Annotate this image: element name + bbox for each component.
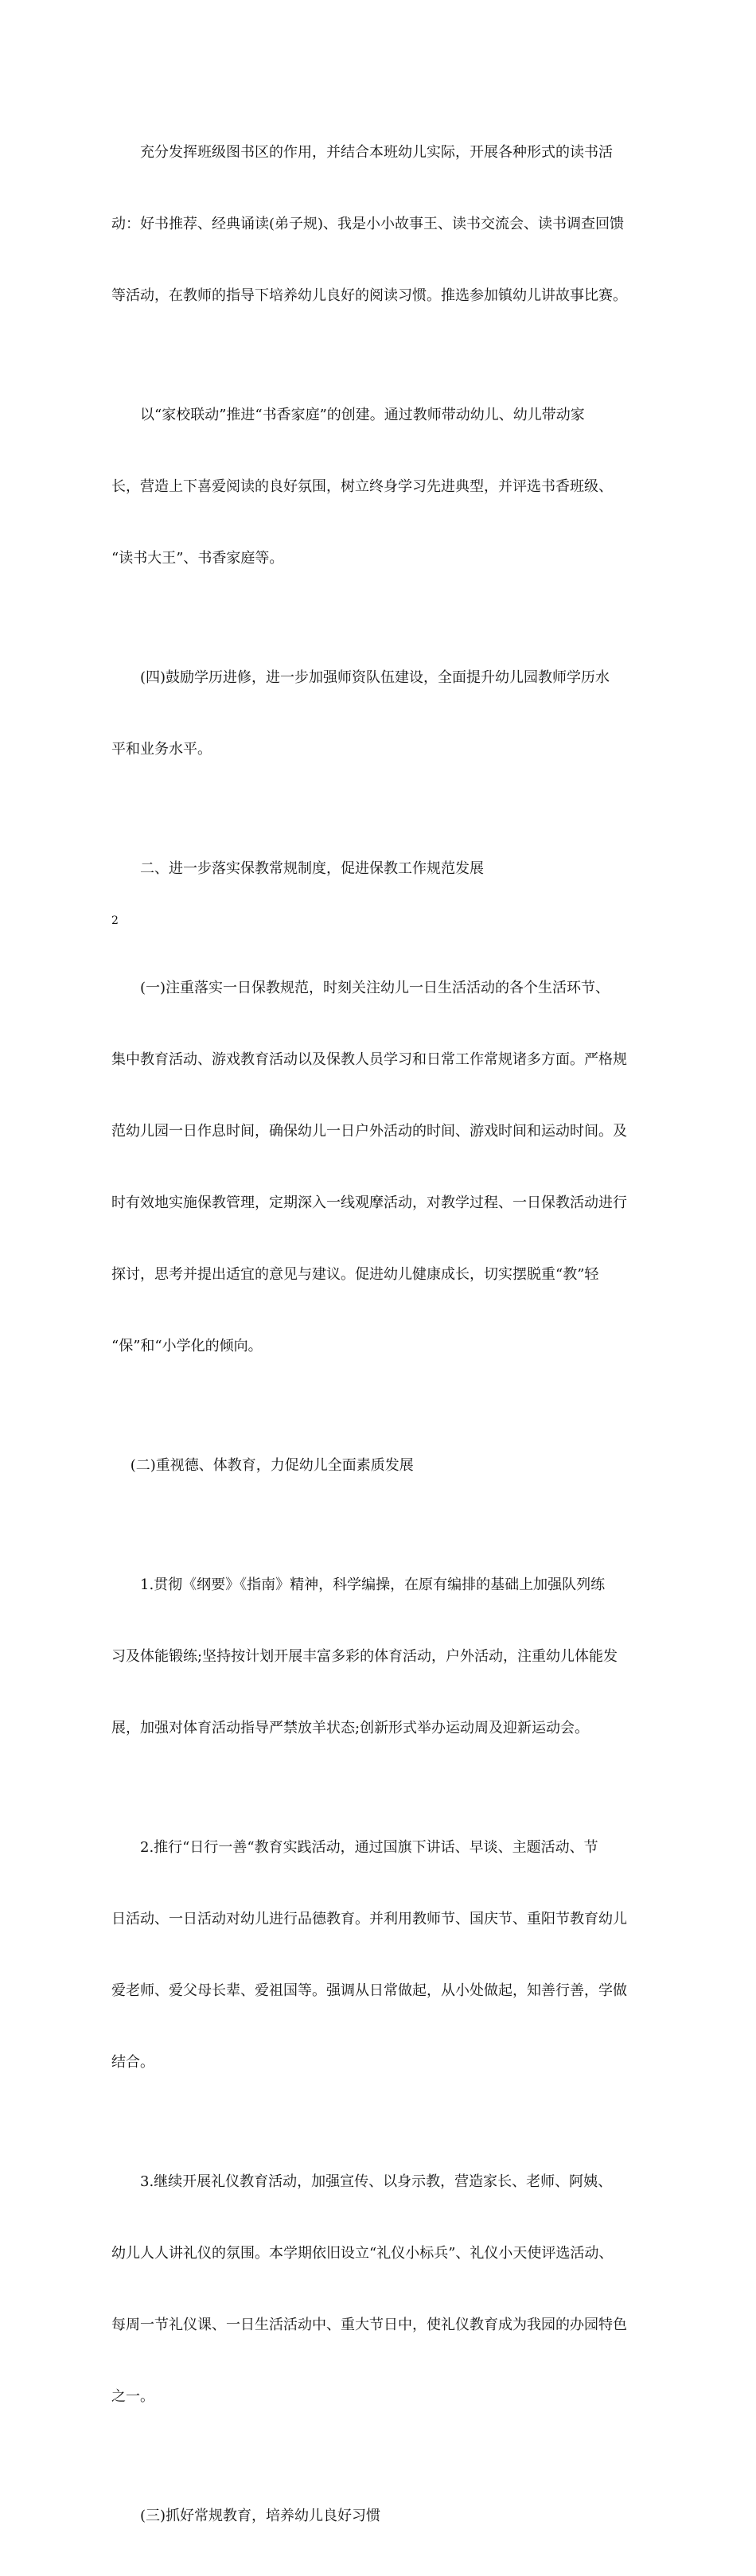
text-line: 幼儿人人讲礼仪的氛围。本学期依旧设立“礼仪小标兵”、礼仪小天使评选活动、	[111, 2245, 614, 2262]
heading-part-two	[111, 809, 653, 929]
text-line: 长，营造上下喜爱阅读的良好氛围，树立终身学习先进典型，并评选书香班级、	[111, 478, 613, 495]
heading-section-three	[111, 2457, 653, 2576]
text-line: 习及体能锻练;坚持按计划开展丰富多彩的体育活动，户外活动，注重幼儿体能发	[111, 1648, 618, 1665]
text-line: (四)鼓励学历进修，进一步加强师资队伍建设，全面提升幼儿园教师学历水	[111, 669, 610, 686]
text-line: 动：好书推荐、经典诵读(弟子规)、我是小小故事王、读书交流会、读书调查回馈	[111, 216, 625, 232]
text-line: 平和业务水平。	[111, 741, 212, 758]
text-line: (二)重视德、体教育，力促幼儿全面素质发展	[111, 1457, 414, 1474]
heading-moral-physical	[111, 1406, 653, 1526]
paragraph-section-four	[111, 618, 653, 809]
text-line: 以“家校联动”推进“书香家庭”的创建。通过教师带动幼儿、幼儿带动家	[111, 407, 585, 423]
text-line: 探讨，思考并提出适宜的意见与建议。促进幼儿健康成长，切实摆脱重“教”轻	[111, 1266, 599, 1283]
text-line: (三)抓好常规教育，培养幼儿良好习惯	[111, 2508, 381, 2524]
text-line: “保”和“小学化的倾向。	[111, 1338, 263, 1354]
text-line: 范幼儿园一日作息时间，确保幼儿一日户外活动的时间、游戏时间和运动时间。及	[111, 1123, 627, 1140]
text-line: “读书大王”、书香家庭等。	[111, 550, 284, 567]
text-line: 充分发挥班级图书区的作用，并结合本班幼儿实际，开展各种形式的读书活	[111, 144, 613, 161]
text-line: 等活动，在教师的指导下培养幼儿良好的阅读习惯。推选参加镇幼儿讲故事比赛。	[111, 287, 627, 304]
paragraph-item-2	[111, 1788, 653, 2122]
text-line: 1.贯彻《纲要》《指南》精神，科学编操，在原有编排的基础上加强队列练	[111, 1576, 606, 1593]
paragraph-item-3	[111, 2122, 653, 2457]
text-line: 2.推行“日行一善“教育实践活动，通过国旗下讲话、早谈、主题活动、节	[111, 1839, 598, 1856]
document-body	[111, 93, 653, 2576]
text-line: 时有效地实施保教管理，定期深入一线观摩活动，对教学过程、一日保教活动进行	[111, 1194, 627, 1211]
text-line: 日活动、一日活动对幼儿进行品德教育。并利用教师节、国庆节、重阳节教育幼儿	[111, 1911, 627, 1927]
text-line: 爱老师、爱父母长辈、爱祖国等。强调从日常做起，从小处做起，知善行善，学做	[111, 1982, 627, 1999]
text-line: 集中教育活动、游戏教育活动以及保教人员学习和日常工作常规诸多方面。严格规	[111, 1051, 627, 1068]
paragraph-home-school	[111, 356, 653, 618]
paragraph-daily-norms	[111, 929, 653, 1406]
text-line: 每周一节礼仪课、一日生活活动中、重大节日中，使礼仪教育成为我园的办园特色	[111, 2317, 627, 2333]
text-line: 3.继续开展礼仪教育活动，加强宣传、以身示教，营造家长、老师、阿姨、	[111, 2173, 613, 2190]
page-number: 2	[111, 914, 119, 927]
text-line: 之一。	[111, 2388, 154, 2405]
paragraph-library-reading	[111, 93, 653, 356]
text-line: 展，加强对体育活动指导严禁放羊状态;创新形式举办运动周及迎新运动会。	[111, 1720, 590, 1736]
paragraph-item-1	[111, 1526, 653, 1788]
text-line: 二、进一步落实保教常规制度，促进保教工作规范发展	[111, 860, 484, 877]
text-line: (一)注重落实一日保教规范，时刻关注幼儿一日生活活动的各个生活环节、	[111, 980, 610, 996]
text-line: 结合。	[111, 2054, 154, 2071]
